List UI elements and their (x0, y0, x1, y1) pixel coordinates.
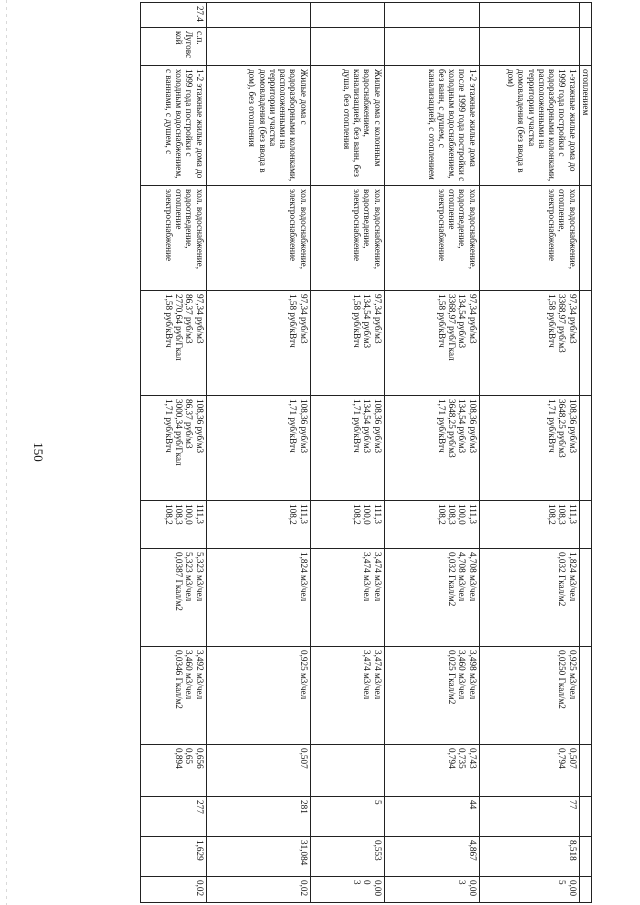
table-cell: 1,824 м3/чел 0,032 Гкал/м2 (479, 549, 579, 647)
table-cell: 4,708 м3/чел 4,708 м3/чел 0,032 Гкал/м2 (384, 549, 479, 647)
table-cell: 5,323 м3/чел 5,323 м3/чел 0,0387 Гкал/м2 (140, 549, 206, 647)
table-cell (479, 28, 579, 66)
table-row (140, 3, 206, 903)
table-cell (206, 28, 310, 66)
table-cell: 0,507 0,794 (479, 745, 579, 797)
table-cell (579, 501, 591, 549)
table-cell: 44 (384, 797, 479, 837)
table-cell (310, 3, 384, 28)
table-cell (206, 3, 310, 28)
table-cell: 77 (479, 797, 579, 837)
table-cell (579, 28, 591, 66)
table-cell: 0,02 (206, 877, 310, 903)
table-cell: 108,36 руб/м3 86,37 руб/м3 3000,34 руб/Гкал 1,71 руб/кВтч (140, 396, 206, 501)
table-cell: 111,3 100,0 108,2 (310, 501, 384, 549)
table-cell: 108,36 руб/м3 1,71 руб/кВтч (206, 396, 310, 501)
table-cell (579, 837, 591, 877)
table-cell: 1-2 этажные жилые дома до 1999 года постройки с холодным водоснабжением, с ваннами, с душем, с (140, 66, 206, 186)
table-cell: 0,925 м3/чел 0,0250 Гкал/м2 (479, 647, 579, 745)
table-cell: 108,36 руб/м3 3648,25 руб/м3 1,71 руб/кВтч (479, 396, 579, 501)
table-cell (579, 745, 591, 797)
table-cell: 0,553 (310, 837, 384, 877)
table-cell (579, 396, 591, 501)
table-cell: 108,36 руб/м3 134,54 руб/м3 1,71 руб/кВтч (310, 396, 384, 501)
table-cell: 0,005 (479, 877, 579, 903)
table-cell: 4,867 (384, 837, 479, 877)
table-cell: 8,518 (479, 837, 579, 877)
table-cell: 97,34 руб/м3 1,58 руб/кВтч (206, 291, 310, 396)
table-cell: с.п. Луговской (140, 28, 206, 66)
table-cell: 277 (140, 797, 206, 837)
table-cell: 97,34 руб/м3 86,37 руб/м3 2770,64 руб/Гкал 1,58 руб/кВтч (140, 291, 206, 396)
table-cell (579, 797, 591, 837)
table-cell: 3,492 м3/чел 3,460 м3/чел 0,0346 Гкал/м2 (140, 647, 206, 745)
table-cell: хол. водоснабжение, водоотведение, отопление электроснабжение (140, 186, 206, 291)
table-cell (579, 647, 591, 745)
table-cell: 97,34 руб/м3 134,54 руб/м3 3368,97 руб/Гкал 1,58 руб/кВтч (384, 291, 479, 396)
table-cell: 111,3 100,0 108,3 108,2 (140, 501, 206, 549)
table-cell: Жилые дома с водоразборными колонками, расположенными на территории участка домовладения (без ввода в дом), без отопления (206, 66, 310, 186)
table-cell: Жилые дома с колонным водоснабжением, канализацией, без ванн, без душа, без отопления (310, 66, 384, 186)
table-cell: 111,3 100,0 108,3 108,2 (384, 501, 479, 549)
table-row (206, 3, 310, 903)
table-cell: отоплением (579, 66, 591, 186)
table-cell: 3,498 м3/чел 3,460 м3/чел 0,025 Гкал/м2 (384, 647, 479, 745)
table-cell (579, 877, 591, 903)
table-cell: хол. водоснабжение, водоотведение, электроснабжение (310, 186, 384, 291)
table-cell: 0,743 0,735 0,794 (384, 745, 479, 797)
table-cell: хол. водоснабжение, водоотведение, отопление электроснабжение (384, 186, 479, 291)
table-cell: 97,34 руб/м3 134,54 руб/м3 1,58 руб/кВтч (310, 291, 384, 396)
table-cell: 281 (206, 797, 310, 837)
table-cell: 111,3 108,2 (206, 501, 310, 549)
table-cell (579, 549, 591, 647)
table-cell (579, 291, 591, 396)
table-cell: 0,02 (140, 877, 206, 903)
table-cell: 5 (310, 797, 384, 837)
page-number: 150 (31, 442, 46, 462)
table-row (384, 3, 479, 903)
table-row (479, 3, 579, 903)
table-row (579, 3, 591, 903)
table-cell (384, 3, 479, 28)
table-cell (479, 3, 579, 28)
table-row (310, 3, 384, 903)
table-cell: 0,000 3 (310, 877, 384, 903)
table-cell: 111,3 108,3 108,2 (479, 501, 579, 549)
table-cell: 3,474 м3/чел 3,474 м3/чел (310, 549, 384, 647)
table-cell: 3,474 м3/чел 3,474 м3/чел (310, 647, 384, 745)
table-cell: 1,629 (140, 837, 206, 877)
table-cell: хол. водоснабжение, отопление, электроснабжение (479, 186, 579, 291)
table-cell: 108,36 руб/м3 134,54 руб/м3 3648,25 руб/м3 1,71 руб/кВтч (384, 396, 479, 501)
table-cell: 0,507 (206, 745, 310, 797)
table-cell: 1,824 м3/чел (206, 549, 310, 647)
table-cell: 0,925 м3/чел (206, 647, 310, 745)
tariff-table (140, 2, 592, 903)
table-cell: 31,084 (206, 837, 310, 877)
scan-edge (6, 0, 7, 905)
table-cell: 1-этажные жилые дома до 1999 года постройки с водоразборными колонками, расположенными на территории участка домовладения (без ввода в дом) (479, 66, 579, 186)
table-cell: 0,003 (384, 877, 479, 903)
table-cell (310, 28, 384, 66)
table-cell: 27.4 (140, 3, 206, 28)
table-cell (579, 3, 591, 28)
table-cell: 1-2 этажные жилые дома после 1999 года постройки с холодным водоснабжением, без ванн, с душем, с канализацией, с отоплением (384, 66, 479, 186)
table-cell (310, 745, 384, 797)
table-cell (384, 28, 479, 66)
table-cell (579, 186, 591, 291)
table-cell: хол. водоснабжение, электроснабжение (206, 186, 310, 291)
table-cell: 0,656 0,65 0,894 (140, 745, 206, 797)
table-cell: 97,34 руб/м3 3368,97 руб/м3 1,58 руб/кВтч (479, 291, 579, 396)
rotated-table-wrapper (140, 2, 592, 902)
